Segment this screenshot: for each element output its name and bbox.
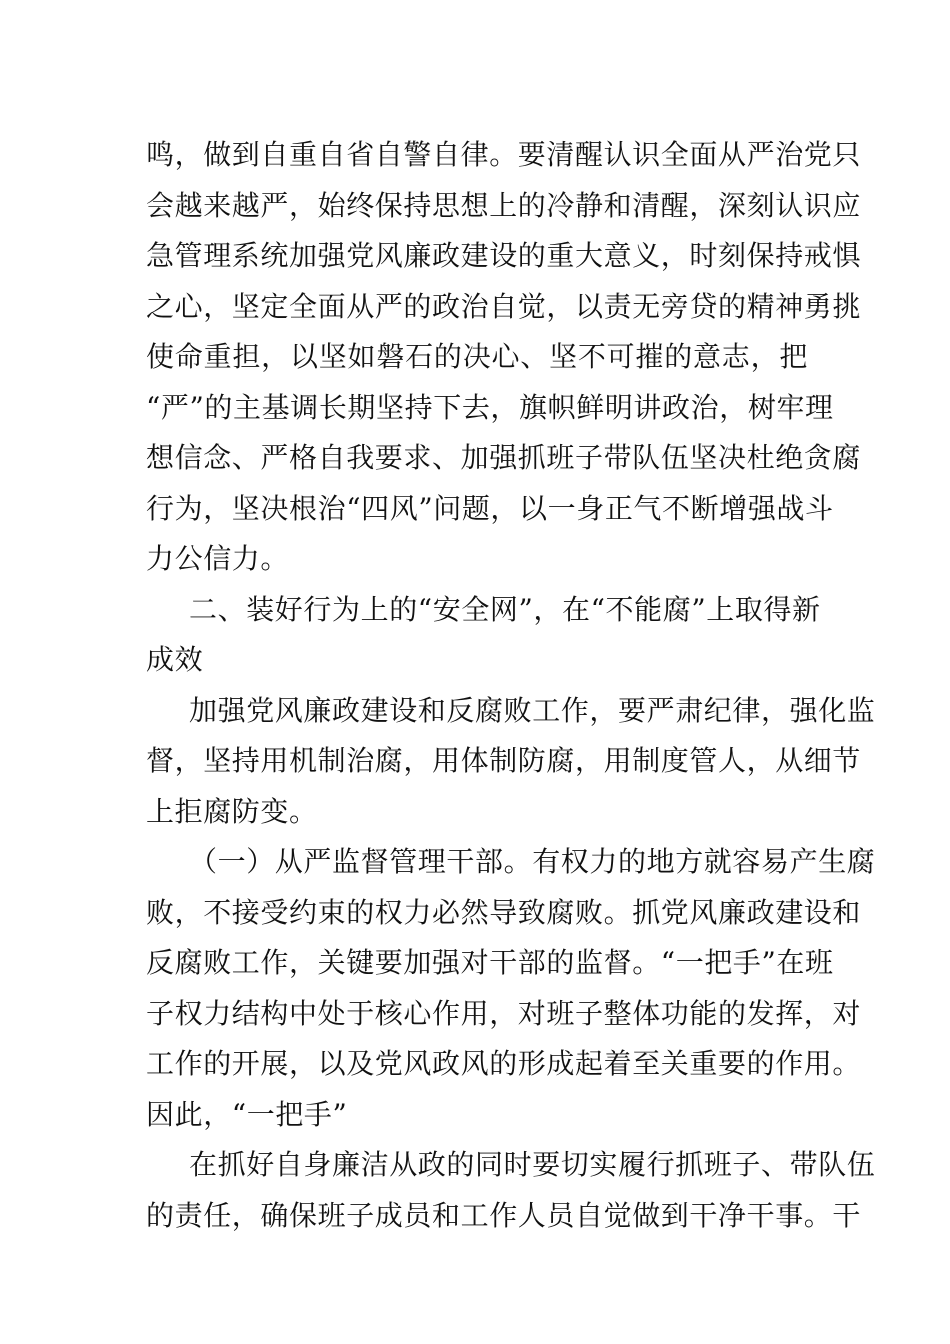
text-line: 使命重担，以坚如磐石的决心、坚不可摧的意志，把	[146, 340, 808, 373]
text-line: 败，不接受约束的权力必然导致腐败。抓党风廉政建设和	[146, 895, 862, 929]
text-line: 之心，坚定全面从严的政治自觉，以责无旁贷的精神勇挑	[146, 289, 862, 323]
text-line: 想信念、严格自我要求、加强抓班子带队伍坚决杜绝贪腐	[146, 441, 862, 474]
text-line: 鸣，做到自重自省自警自律。要清醒认识全面从严治党只	[146, 138, 862, 171]
text-line: 在抓好自身廉洁从政的同时要切实履行抓班子、带队伍	[189, 1148, 876, 1181]
text-line: 急管理系统加强党风廉政建设的重大意义，时刻保持戒惧	[146, 239, 862, 272]
text-line: 行为，坚决根治“四风”问题，以一身正气不断增强战斗	[146, 491, 834, 525]
text-line: 子权力结构中处于核心作用，对班子整体功能的发挥，对	[146, 996, 862, 1030]
section-heading: 二、装好行为上的“安全网”，在“不能腐”上取得新	[189, 592, 821, 626]
text-line: 的责任，确保班子成员和工作人员自觉做到干净干事。干	[146, 1198, 862, 1232]
text-line: 反腐败工作，关键要加强对干部的监督。“一把手”在班	[146, 946, 834, 979]
text-line: 上拒腐防变。	[146, 794, 318, 828]
text-line: 力公信力。	[146, 542, 290, 575]
text-line: 加强党风廉政建设和反腐败工作，要严肃纪律，强化监	[189, 693, 876, 727]
text-line: 督，坚持用机制治腐，用体制防腐，用制度管人，从细节	[146, 744, 862, 777]
text-line: 工作的开展，以及党风政风的形成起着至关重要的作用。	[146, 1047, 862, 1080]
document-body	[146, 130, 876, 1241]
section-heading-continued: 成效	[146, 643, 204, 676]
text-line: “严”的主基调长期坚持下去，旗帜鲜明讲政治，树牢理	[146, 390, 834, 424]
text-line: 因此，“一把手”	[146, 1097, 348, 1131]
text-line: 会越来越严，始终保持思想上的冷静和清醒，深刻认识应	[146, 188, 862, 222]
subsection-line: （一）从严监督管理干部。有权力的地方就容易产生腐	[189, 845, 876, 878]
